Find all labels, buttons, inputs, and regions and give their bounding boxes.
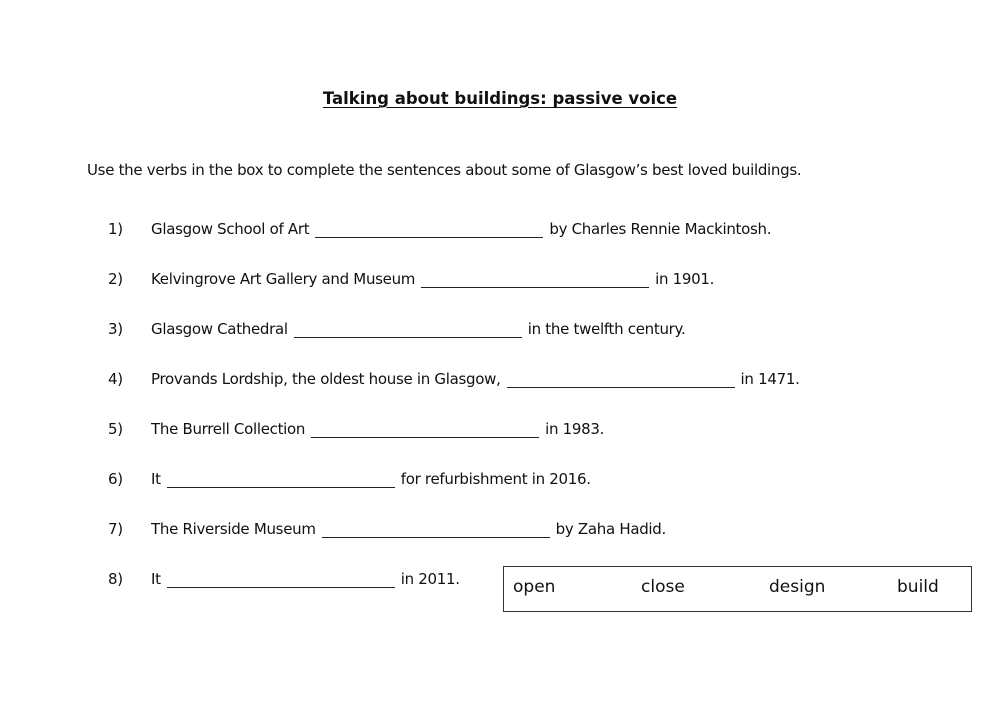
- worksheet-title: [0, 89, 1000, 108]
- answer-blank[interactable]: [167, 573, 395, 588]
- question-text-after: for refurbishment in 2016.: [400, 470, 591, 488]
- answer-blank[interactable]: [315, 223, 543, 238]
- question-item: [108, 320, 685, 338]
- question-item: [108, 420, 604, 438]
- instructions: Use the verbs in the box to complete the sentences about some of Glasgow’s best loved buildings.: [87, 161, 802, 179]
- question-text-before: The Riverside Museum: [151, 520, 316, 538]
- answer-blank[interactable]: [507, 373, 735, 388]
- question-number: 3): [108, 320, 123, 338]
- verb-close: close: [641, 577, 685, 597]
- verb-box: [503, 566, 972, 612]
- question-number: 5): [108, 420, 123, 438]
- question-text-before: It: [151, 570, 161, 588]
- question-number: 6): [108, 470, 123, 488]
- question-text-after: by Zaha Hadid.: [555, 520, 666, 538]
- question-number: 7): [108, 520, 123, 538]
- question-item: [108, 570, 460, 588]
- question-number: 2): [108, 270, 123, 288]
- question-text-before: Glasgow School of Art: [151, 220, 310, 238]
- question-item: [108, 270, 714, 288]
- question-text-before: Glasgow Cathedral: [151, 320, 288, 338]
- verb-build: build: [897, 577, 939, 597]
- verb-open: open: [513, 577, 556, 597]
- verb-design: design: [769, 577, 826, 597]
- title-text: Talking about buildings: passive voice: [322, 89, 678, 108]
- question-text-after: in 1901.: [655, 270, 715, 288]
- question-text-after: in 2011.: [400, 570, 460, 588]
- question-item: [108, 220, 771, 238]
- question-text-after: in 1983.: [545, 420, 605, 438]
- question-number: 1): [108, 220, 123, 238]
- question-text-before: Provands Lordship, the oldest house in Glasgow,: [151, 370, 501, 388]
- question-text-before: The Burrell Collection: [151, 420, 306, 438]
- answer-blank[interactable]: [311, 423, 539, 438]
- question-text-after: in 1471.: [740, 370, 800, 388]
- question-item: [108, 470, 591, 488]
- question-text-after: by Charles Rennie Mackintosh.: [549, 220, 772, 238]
- question-number: 8): [108, 570, 123, 588]
- answer-blank[interactable]: [322, 523, 550, 538]
- question-item: [108, 370, 800, 388]
- question-number: 4): [108, 370, 123, 388]
- answer-blank[interactable]: [421, 273, 649, 288]
- question-text-before: Kelvingrove Art Gallery and Museum: [151, 270, 416, 288]
- answer-blank[interactable]: [294, 323, 522, 338]
- question-text-before: It: [151, 470, 161, 488]
- question-text-after: in the twelfth century.: [527, 320, 686, 338]
- question-item: [108, 520, 666, 538]
- answer-blank[interactable]: [167, 473, 395, 488]
